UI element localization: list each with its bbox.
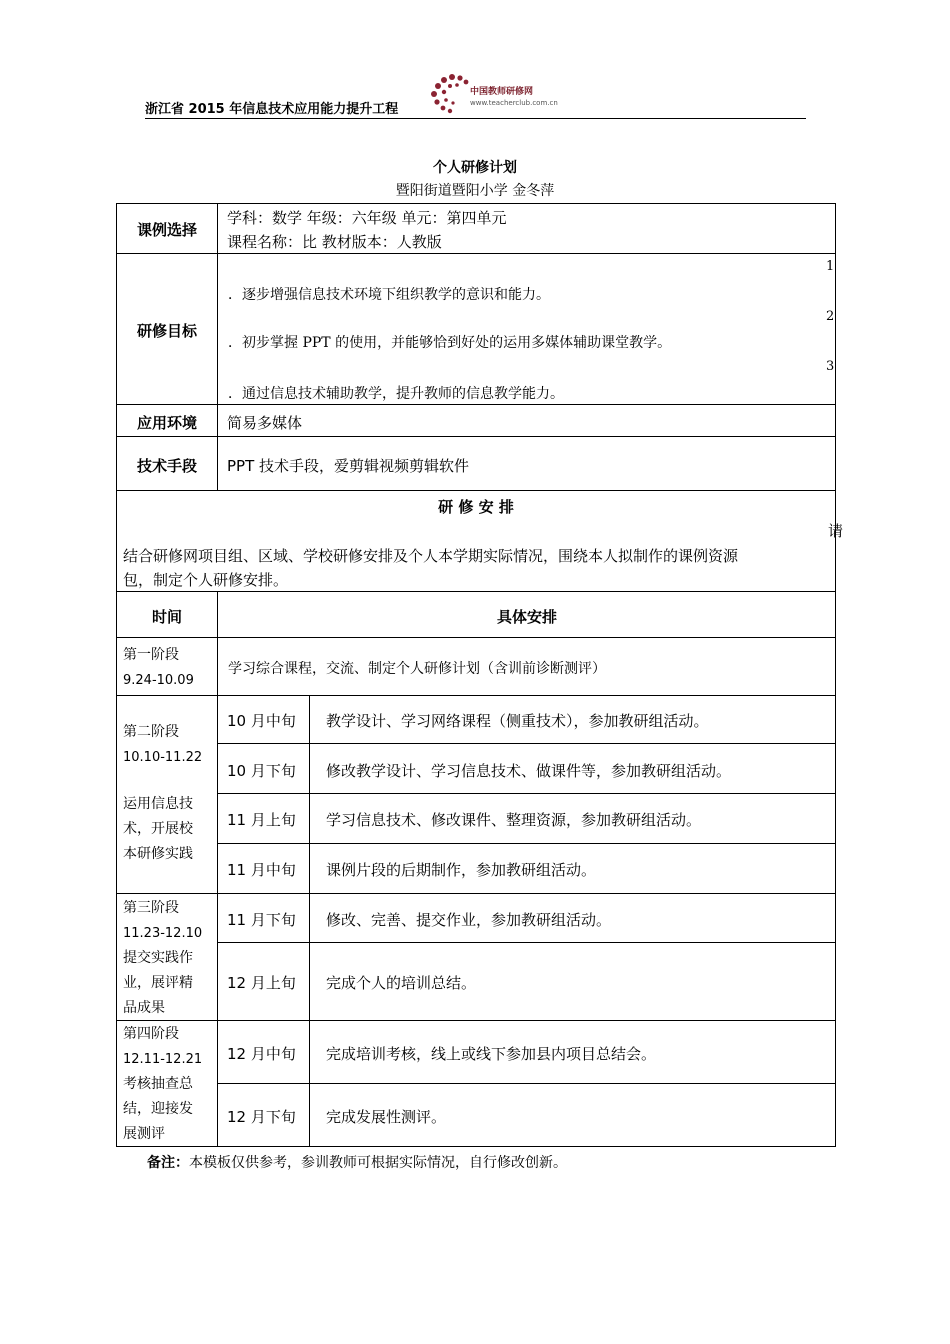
stage-3-desc-2: 业，展评精 — [123, 975, 193, 991]
schedule-task: 修改、完善、提交作业，参加教研组活动。 — [326, 911, 612, 929]
note-label: 备注： — [147, 1155, 189, 1171]
col-time-header: 时间 — [151, 608, 182, 626]
schedule-task: 教学设计、学习网络课程（侧重技术），参加教研组活动。 — [326, 712, 709, 730]
col-detail-header: 具体安排 — [496, 608, 557, 626]
stage-2-desc-1: 运用信息技 — [123, 796, 193, 812]
stage-4-desc-3: 展测评 — [123, 1126, 165, 1142]
arrangement-heading: 研 修 安 排 — [438, 498, 514, 516]
course-line2: 课程名称：比 教材版本：人教版 — [227, 233, 442, 251]
stage-4-desc-1: 考核抽查总 — [123, 1076, 193, 1092]
stage-3-desc-3: 品成果 — [123, 1000, 165, 1016]
schedule-task: 修改教学设计、学习信息技术、做课件等，参加教研组活动。 — [326, 762, 732, 780]
logo-text: 中国教师研修网 — [470, 87, 534, 97]
header-title: 浙江省 2015 年信息技术应用能力提升工程 — [145, 102, 399, 117]
goals-label: 研修目标 — [136, 322, 197, 340]
stage-4-name: 第四阶段 — [123, 1026, 179, 1042]
tech-value: PPT 技术手段，爱剪辑视频剪辑软件 — [227, 457, 470, 475]
doc-title: 个人研修计划 — [433, 160, 517, 176]
env-label: 应用环境 — [136, 414, 197, 432]
schedule-period: 11 月上旬 — [227, 811, 296, 829]
arrangement-intro-2: 包，制定个人研修安排。 — [123, 571, 289, 589]
goal-text-1: ．逐步增强信息技术环境下组织教学的意识和能力。 — [228, 287, 550, 303]
stage-2-name: 第二阶段 — [123, 724, 179, 740]
goal-num-1: 1 — [826, 259, 835, 274]
stage-2 — [123, 720, 213, 867]
stage-3 — [123, 896, 213, 1021]
schedule-task: 完成发展性测评。 — [326, 1108, 447, 1126]
stage-4-desc-2: 结，迎接发 — [123, 1101, 193, 1117]
course-line1: 学科：数学 年级：六年级 单元：第四单元 — [227, 209, 507, 227]
arrangement-intro-lead: 请 — [828, 522, 844, 540]
stage-3-desc-1: 提交实践作 — [123, 950, 193, 966]
schedule-task: 完成个人的培训总结。 — [326, 974, 477, 992]
stage-2-desc-3: 本研修实践 — [123, 846, 193, 862]
stage-1-name: 第一阶段 — [123, 647, 179, 663]
note — [147, 1152, 567, 1172]
schedule-task: 课例片段的后期制作，参加教研组活动。 — [326, 861, 597, 879]
course-label: 课例选择 — [136, 221, 197, 239]
schedule-task: 学习信息技术、修改课件、整理资源，参加教研组活动。 — [326, 811, 702, 829]
goal-text-2: ．初步掌握 PPT 的使用，并能够恰到好处的运用多媒体辅助课堂教学。 — [228, 335, 672, 351]
stage-2-dates: 10.10-11.22 — [123, 750, 203, 765]
schedule-task: 完成培训考核，线上或线下参加县内项目总结会。 — [326, 1045, 657, 1063]
env-value: 简易多媒体 — [227, 414, 303, 432]
schedule-period: 12 月中旬 — [227, 1045, 296, 1063]
stage-2-desc-2: 术，开展校 — [123, 821, 193, 837]
stage-1-detail: 学习综合课程，交流、制定个人研修计划（含训前诊断测评） — [228, 661, 606, 677]
schedule-period: 12 月上旬 — [227, 974, 296, 992]
logo-url: www.teacherclub.com.cn — [470, 99, 558, 107]
note-text: 本模板仅供参考，参训教师可根据实际情况，自行修改创新。 — [189, 1155, 567, 1171]
goal-num-2: 2 — [826, 309, 835, 324]
goal-text-3: ．通过信息技术辅助教学，提升教师的信息教学能力。 — [228, 386, 564, 402]
header-rule — [145, 118, 806, 119]
schedule-period: 10 月中旬 — [227, 712, 296, 730]
stage-3-name: 第三阶段 — [123, 900, 179, 916]
arrangement-intro-1: 结合研修网项目组、区域、学校研修安排及个人本学期实际情况，围绕本人拟制作的课例资源 — [123, 547, 739, 565]
goal-num-3: 3 — [826, 359, 835, 374]
schedule-period: 11 月中旬 — [227, 861, 296, 879]
tech-label: 技术手段 — [136, 457, 197, 475]
stage-3-dates: 11.23-12.10 — [123, 926, 203, 941]
schedule-period: 12 月下旬 — [227, 1108, 296, 1126]
stage-1-dates: 9.24-10.09 — [123, 673, 194, 688]
schedule-period: 10 月下旬 — [227, 762, 296, 780]
schedule-period: 11 月下旬 — [227, 911, 296, 929]
stage-4-dates: 12.11-12.21 — [123, 1052, 203, 1067]
stage-4 — [123, 1022, 213, 1147]
stage-1 — [123, 643, 213, 693]
doc-subtitle: 暨阳街道暨阳小学 金冬萍 — [395, 183, 555, 199]
